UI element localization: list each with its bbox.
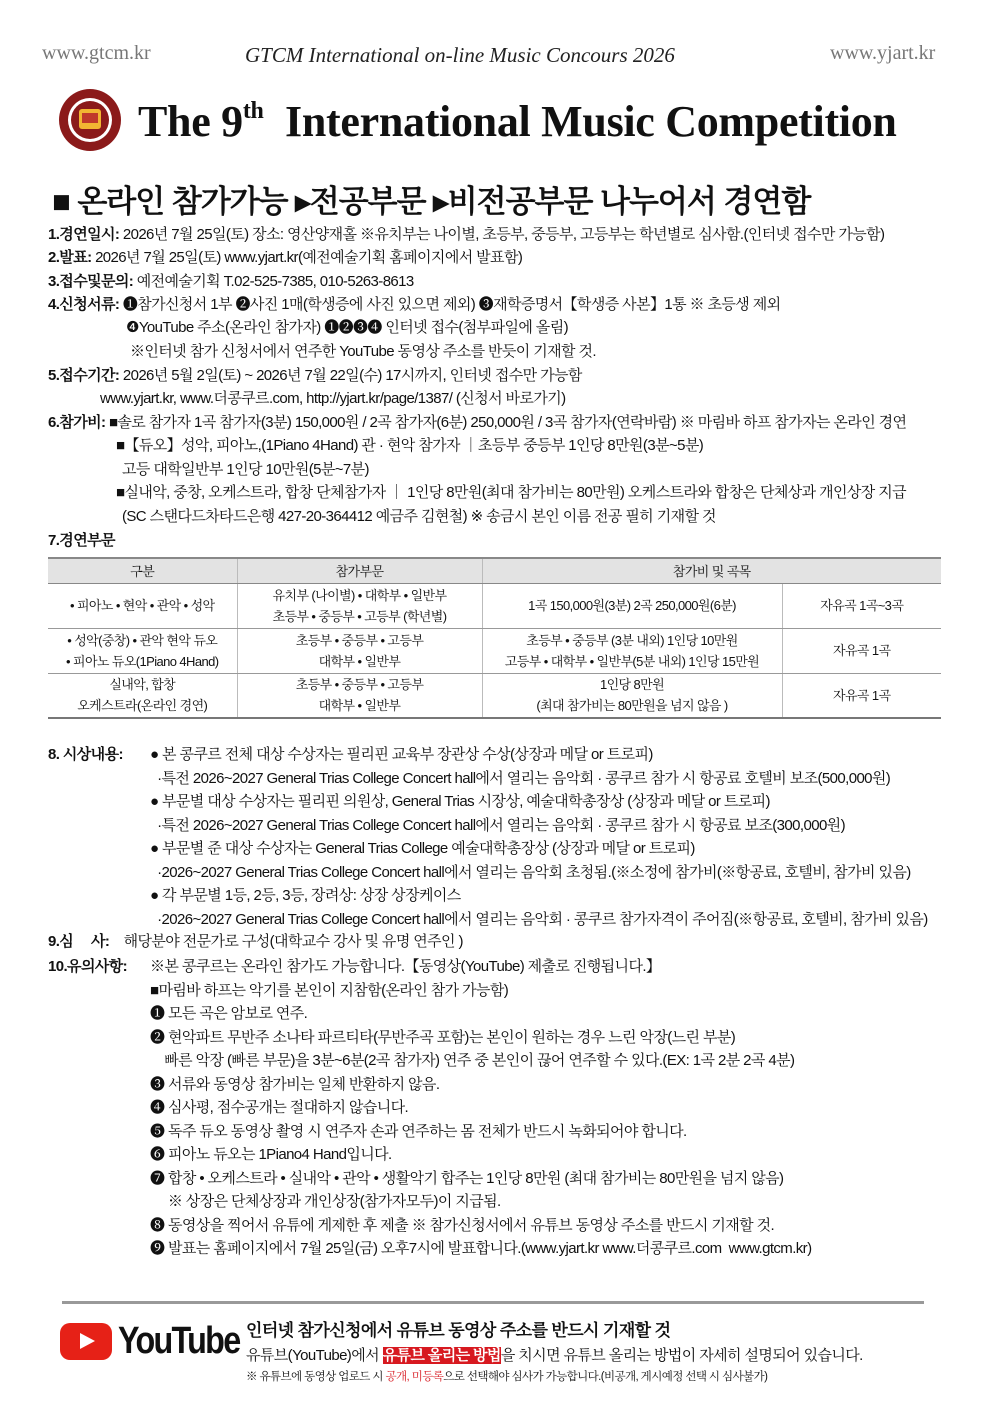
note-line: ❾ 발표는 홈페이지에서 7월 25일(금) 오후7시에 발표합니다.(www.yjart.kr www.더콩쿠르.com www.gtcm.kr) bbox=[150, 1240, 812, 1257]
info-line bbox=[48, 366, 582, 386]
info-line bbox=[48, 531, 115, 551]
info-line bbox=[122, 507, 716, 527]
table-cell: 자유곡 1곡~3곡 bbox=[782, 583, 941, 628]
info-text: (SC 스탠다드차타드은행 427-20-364412 예금주 김현철) ※ 송금시 본인 이름 전공 필히 기재할 것 bbox=[122, 508, 716, 525]
info-text: ❶참가신청서 1부 ❷사진 1매(학생증에 사진 있으면 제외) ❸재학증명서【학생증 사본】1통 ※ 초등생 제외 bbox=[119, 296, 781, 313]
table-cell: • 피아노 • 현악 • 관악 • 성악 bbox=[48, 583, 237, 628]
table-cell: 자유곡 1곡 bbox=[782, 628, 941, 673]
award-line: ● 부문별 준 대상 수상자는 General Trias College 예술대학총장상 (상장과 메달 or 트로피) bbox=[150, 840, 695, 857]
info-label: 4.신청서류: bbox=[48, 296, 120, 313]
info-line bbox=[116, 483, 906, 503]
info-label: 3.접수및문의: bbox=[48, 273, 134, 290]
info-line bbox=[48, 225, 884, 245]
info-line bbox=[48, 248, 522, 268]
note-line: ❺ 독주 듀오 동영상 촬영 시 연주자 손과 연주하는 몸 전체가 반드시 녹화되어야 합니다. bbox=[150, 1122, 687, 1140]
info-line bbox=[122, 460, 369, 480]
note-line: 빠른 악장 (빠른 부문)을 3분~6분(2곡 참가자) 연주 중 본인이 끊어 연주할 수 있다.(EX: 1곡 2분 2곡 4분) bbox=[150, 1052, 795, 1069]
college-seal-logo bbox=[58, 88, 122, 152]
header-title: GTCM International on-line Music Concours 2026 bbox=[245, 43, 675, 67]
note-line: ❻ 피아노 듀오는 1Piano4 Hand입니다. bbox=[150, 1146, 392, 1163]
header-right-url: www.yjart.kr bbox=[830, 42, 936, 64]
info-label: 5.접수기간: bbox=[48, 367, 120, 384]
note-line: ※본 콩쿠르는 온라인 참가도 가능합니다.【동영상(YouTube) 제출로 진행됩니다.】 bbox=[150, 958, 661, 975]
award-line: ·특전 2026~2027 General Trias College Concert hall에서 열리는 음악회 · 콩쿠르 참가 시 항공료 보조(300,000원) bbox=[150, 816, 845, 834]
info-text: ■실내악, 중창, 오케스트라, 합창 단체참가자 ｜ 1인당 8만원(최대 참가비는 80만원) 오케스트라와 합창은 단체상과 개인상장 지급 bbox=[116, 484, 906, 501]
divider bbox=[62, 1301, 924, 1304]
col-header: 참가부문 bbox=[237, 558, 482, 583]
info-label: 1.경연일시: bbox=[48, 226, 120, 243]
note-line: ■마림바 하프는 악기를 본인이 지참함(온라인 참가 가능함) bbox=[150, 981, 509, 999]
award-line: ● 본 콩쿠르 전체 대상 수상자는 필리핀 교육부 장관상 수상(상장과 메달 or 트로피) bbox=[150, 746, 653, 763]
info-text: ※인터넷 참가 신청서에서 연주한 YouTube 동영상 주소를 반듯이 기재할 것. bbox=[130, 343, 596, 360]
table-cell: • 성악(중창) • 관악 현악 듀오 • 피아노 듀오(1Piano 4Hand) bbox=[48, 628, 237, 673]
info-line bbox=[130, 342, 596, 362]
info-text: 2026년 5월 2일(토) ~ 2026년 7월 22일(수) 17시까지, 인터넷 접수만 가능함 bbox=[119, 367, 582, 384]
info-text: 2026년 7월 25일(토) 장소: 영산양재홀 ※유치부는 나이별, 초등부, 중등부, 고등부는 학년별로 심사함.(인터넷 접수만 가능함) bbox=[119, 226, 885, 243]
judges-label: 9.심 사: bbox=[48, 933, 110, 950]
award-line: ● 부문별 대상 수상자는 필리핀 의원상, General Trias 시장상, 예술대학총장상 (상장과 메달 or 트로피) bbox=[150, 793, 770, 810]
footer-headline: 인터넷 참가신청에서 유튜브 동영상 주소를 반드시 기재할 것 bbox=[246, 1321, 671, 1340]
info-line bbox=[48, 272, 414, 292]
info-text: 예전예술기획 T.02-525-7385, 010-5263-8613 bbox=[133, 273, 414, 290]
awards-label: 8. 시상내용: bbox=[48, 746, 123, 763]
info-line bbox=[100, 389, 566, 409]
table-cell: 1곡 150,000원(3분) 2곡 250,000원(6분) bbox=[482, 583, 782, 628]
footer-line: 유튜브(YouTube)에서 유튜브 올리는 방법을 치시면 유튜브 올리는 방법이 자세히 설명되어 있습니다. bbox=[246, 1347, 863, 1364]
info-line bbox=[116, 436, 703, 456]
award-line: ● 각 부문별 1등, 2등, 3등, 장려상: 상장 상장케이스 bbox=[150, 887, 461, 904]
table-cell: 유치부 (나이별) • 대학부 • 일반부 초등부 • 중등부 • 고등부 (학년별) bbox=[237, 583, 482, 628]
col-header: 참가비 및 곡목 bbox=[482, 558, 941, 583]
info-label: 6.참가비: bbox=[48, 414, 106, 431]
note-line: ❸ 서류와 동영상 참가비는 일체 반환하지 않음. bbox=[150, 1075, 440, 1093]
header-left-url: www.gtcm.kr bbox=[42, 42, 151, 64]
info-text: ❹YouTube 주소(온라인 참가자) ❶❷❸❹ 인터넷 접수(첨부파일에 올림) bbox=[126, 319, 568, 336]
note-line: ❶ 모든 곡은 암보로 연주. bbox=[150, 1005, 308, 1022]
competition-categories-table bbox=[48, 557, 941, 719]
note-line: ❹ 심사평, 점수공개는 절대하지 않습니다. bbox=[150, 1099, 409, 1116]
table-cell: 초등부 • 중등부 • 고등부 대학부 • 일반부 bbox=[237, 628, 482, 673]
table-row bbox=[48, 583, 941, 628]
col-header: 구분 bbox=[48, 558, 237, 583]
page-title: The 9th International Music Competition bbox=[138, 97, 897, 146]
info-line bbox=[48, 295, 781, 315]
note-line: ※ 상장은 단체상장과 개인상장(참가자모두)이 지급됨. bbox=[150, 1193, 501, 1210]
award-line: ·2026~2027 General Trias College Concert hall에서 열리는 음악회 · 콩쿠르 참가자격이 주어짐(※항공료, 호텔비, 참가비 있음) bbox=[150, 910, 928, 928]
info-text: 고등 대학일반부 1인당 10만원(5분~7분) bbox=[122, 461, 369, 478]
play-icon bbox=[60, 1323, 112, 1360]
info-text: ■【듀오】성악, 피아노,(1Piano 4Hand) 관 · 현악 참가자 ｜초등부 중등부 1인당 8만원(3분~5분) bbox=[116, 437, 704, 454]
subheading: ■ 온라인 참가가능 ▸전공부문 ▸비전공부문 나누어서 경연함 bbox=[52, 184, 811, 219]
info-line bbox=[126, 318, 568, 338]
table-cell: 초등부 • 중등부 • 고등부 대학부 • 일반부 bbox=[237, 673, 482, 718]
info-label: 2.발표: bbox=[48, 249, 92, 266]
table-cell: 자유곡 1곡 bbox=[782, 673, 941, 718]
info-text: 2026년 7월 25일(토) www.yjart.kr(예전예술기획 홈페이지에서 발표함) bbox=[91, 249, 523, 266]
note-line: ❽ 동영상을 찍어서 유튜에 게제한 후 제출 ※ 참가신청서에서 유튜브 동영상 주소를 반드시 기재할 것. bbox=[150, 1216, 775, 1234]
footer-note: ※ 유튜브에 동영상 업로드 시 공개, 미등록으로 선택해야 심사가 가능합니다.(비공개, 게시예정 선택 시 심사불가) bbox=[246, 1371, 768, 1383]
info-text: ■솔로 참가자 1곡 참가자(3분) 150,000원 / 2곡 참가자(6분) 250,000원 / 3곡 참가자(연락바람) ※ 마림바 하프 참가자는 온라인 경연 bbox=[105, 414, 907, 431]
award-line: ·2026~2027 General Trias College Concert hall에서 열리는 음악회 초청됨.(※소정에 참가비(※항공료, 호텔비, 참가비 있음) bbox=[150, 863, 911, 881]
table-cell: 1인당 8만원 (최대 참가비는 80만원을 넘지 않음 ) bbox=[482, 673, 782, 718]
table-cell: 실내악, 합창 오케스트라(온라인 경연) bbox=[48, 673, 237, 718]
judges-text: 해당분야 전문가로 구성(대학교수 강사 및 유명 연주인 ) bbox=[120, 933, 463, 950]
table-cell: 초등부 • 중등부 (3분 내외) 1인당 10만원 고등부 • 대학부 • 일반부(5분 내외) 1인당 15만원 bbox=[482, 628, 782, 673]
table-row bbox=[48, 628, 941, 673]
info-label: 7.경연부문 bbox=[48, 532, 115, 549]
youtube-logo: YouTube bbox=[60, 1320, 261, 1363]
table-row bbox=[48, 673, 941, 718]
info-line bbox=[48, 413, 906, 433]
notes-label: 10.유의사항: bbox=[48, 958, 128, 975]
note-line: ❷ 현악파트 무반주 소나타 파르티타(무반주곡 포함)는 본인이 원하는 경우 느린 악장(느린 부분) bbox=[150, 1028, 736, 1046]
info-text: www.yjart.kr, www.더콩쿠르.com, http://yjart.kr/page/1387/ (신청서 바로가기) bbox=[100, 390, 566, 407]
note-line: ❼ 합창 • 오케스트라 • 실내악 • 관악 • 생활악기 합주는 1인당 8만원 (최대 참가비는 80만원을 넘지 않음) bbox=[150, 1169, 784, 1187]
award-line: ·특전 2026~2027 General Trias College Concert hall에서 열리는 음악회 · 콩쿠르 참가 시 항공료 호텔비 보조(500,000원) bbox=[150, 769, 891, 787]
